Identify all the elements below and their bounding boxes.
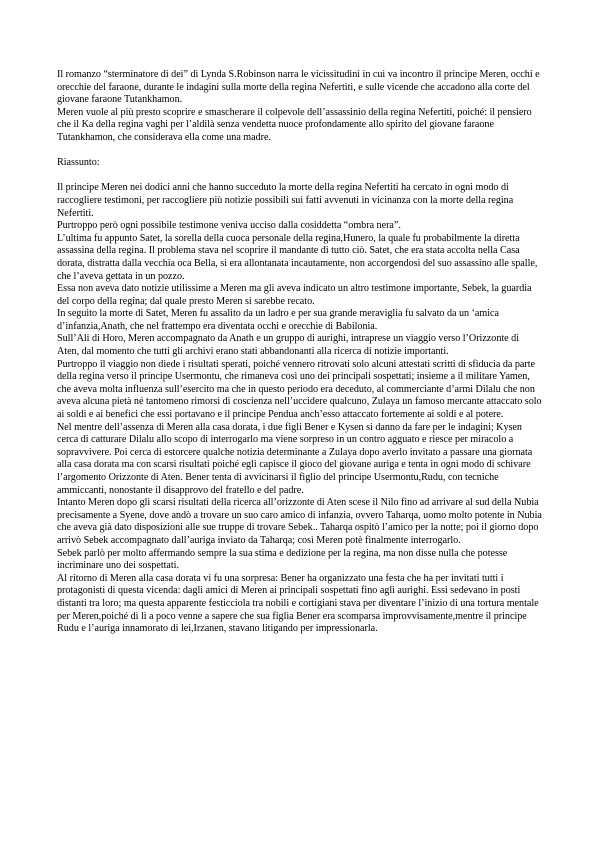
summary-paragraph-11: Al ritorno di Meren alla casa dorata vi fu una sorpresa: Bener ha organizzato una festa che ha per invitati tutti i protagonisti di questa vicenda: dagli amici di Meren ai principali sospettati fino agli aurighi. Essi sedevano in posti distanti tra loro; ma questa apparente festicciola tra nobili e cortigiani stava per diventare l’inizio di una tortura mentale per Meren,poiché di lì a poco venne a sapere che sua figlia Bener era scomparsa improvvisamente,mentre il principe Rudu e l’auriga innamorato di lei,Irzanen, stavano litigando per impressionarla. <box>57 572 539 635</box>
summary-heading: Riassunto: <box>57 157 100 169</box>
spacer <box>57 170 543 183</box>
summary-paragraph-5: In seguito la morte di Satet, Meren fu assalito da un ladro e per sua grande meraviglia fu salvato da un ‘amica d’infanzia,Anath, che nel frattempo era diventata occhi e orecchie di Babilonia. <box>57 308 500 332</box>
summary-paragraph-8: Nel mentre dell’assenza di Meren alla casa dorata, i due figli Bener e Kysen si danno da fare per le indagini; Kysen cerca di catturare Dilalu allo scopo di interrogarlo ma viene sorpreso in un contro agguato e riesce per miracolo a sopravvivere. Poi cerca di estorcere qualche notizia determinante a Zulaya dopo averlo invitato a passare una giornata alla casa dorata ma con scarsi risultati poiché egli capisce il gioco del giovane auriga e tenta in ogni modo di schivare l’argomento Orizzonte di Aten. Bener tenta di avvicinarsi il figlio del principe Usermontu,Rudu, con tecniche ammiccanti, nonostante il disapprovo del fratello e del padre. <box>57 421 533 496</box>
intro-paragraph-1: Il romanzo “sterminatore di dei” di Lynda S.Robinson narra le vicissitudini in cui va incontro il principe Meren, occhi e orecchie del faraone, durante le indagini sulla morte della regina Nefertiti, e sulle vicende che accadono alla corte del giovane faraone Tutankhamon. <box>57 69 540 106</box>
summary-paragraph-10: Sebek parlò per molto affermando sempre la sua stima e dedizione per la regina, ma non disse nulla che potesse incriminare uno dei sospettati. <box>57 547 508 572</box>
summary-paragraph-9: Intanto Meren dopo gli scarsi risultati della ricerca all’orizzonte di Aten scese il Nilo fino ad arrivare al sud della Nubia precisamente a Syene, dove andò a trovare un suo caro amico di infanzia, ovvero Taharqa, uomo molto potente in Nubia che aveva già dato disposizioni alle sue truppe di trovare Sebek.. Taharqa ospitò l’amico per la notte; poi il giorno dopo arrivò Sebek accompagnato dall’auriga inviato da Taharqa; così Meren potè finalmente interrogarlo. <box>57 497 542 546</box>
summary-paragraph-6: Sull’Ali di Horo, Meren accompagnato da Anath e un gruppo di aurighi, intraprese un viaggio verso l’Orizzonte di Aten, dal momento che tutti gli archivi erano stati abbandonanti alla ricerca di notizie importanti. <box>57 333 519 358</box>
summary-paragraph-1: Il principe Meren nei dodici anni che hanno succeduto la morte della regina Nefertiti ha cercato in ogni modo di raccogliere testimoni, per raccogliere più notizie possibili sui fatti avvenuti in vicinanza con la morte della regina Nefertiti. <box>57 182 514 219</box>
summary-paragraph-7: Purtroppo il viaggio non diede i risultati sperati, poiché vennero ritrovati solo alcuni attestati scritti di sfiducia da parte della regina verso il principe Usermontu, che rimaneva così uno dei principali sospettati; insieme a il militare Yamen, che aveva molta influenza sull’esercito ma che in questo periodo era deceduto, al commerciante d’armi Dilalu che non aveva alcuna pietà né tantomeno rimorsi di coscienza nell’uccidere qualcuno, Zulaya un famoso mercante attaccato solo ai soldi e ai benefici che essi portavano e il principe Pendua anch’esso attaccato fortemente ai soldi e al potere. <box>57 358 542 421</box>
summary-paragraph-3: L’ultima fu appunto Satet, la sorella della cuoca personale della regina,Hunero, la quale fu probabilmente la diretta assassina della regina. Il problema stava nel scoprire il mandante di tutto ciò. Satet, che era stata accolta nella Casa dorata, distratta dalla vecchia oca Bella, si era allontanata incautamente, non accorgendosi del suo assassino alle spalle, che l’aveva gettata in un pozzo. <box>57 232 538 282</box>
summary-paragraph-2: Purtroppo però ogni possibile testimone veniva ucciso dalla cosiddetta “ombra nera”. <box>57 220 401 232</box>
spacer <box>57 145 543 158</box>
summary-paragraph-4: Essa non aveva dato notizie utilissime a Meren ma gli aveva indicato un altro testimone importante, Sebek, la guardia del corpo della regina; dal quale presto Meren si sarebbe recato. <box>57 283 532 307</box>
document-page <box>57 69 543 636</box>
intro-paragraph-2: Meren vuole al più presto scoprire e smascherare il colpevole dell’assassinio della regina Nefertiti, poiché: il pensiero che il Ka della regina vaghi per l’aldilà senza vendetta nuoce profondamente allo spirito del giovane faraone Tutankhamon, che considerava ella come una madre. <box>57 106 532 143</box>
